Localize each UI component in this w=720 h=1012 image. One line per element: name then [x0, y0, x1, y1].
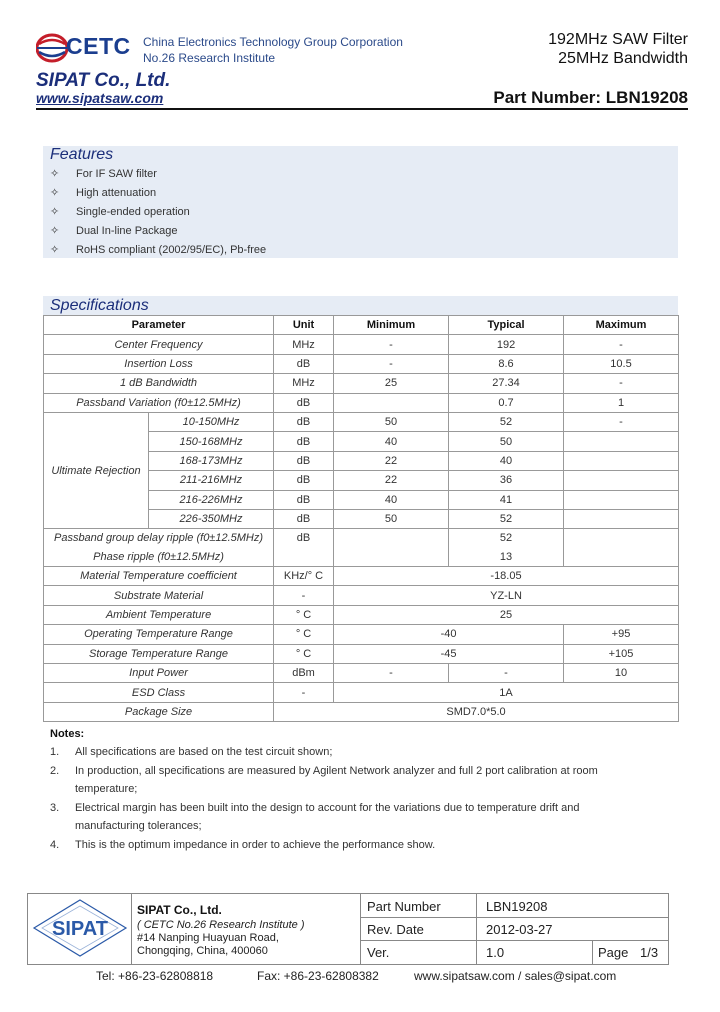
product-title: 192MHz SAW Filter — [548, 31, 688, 48]
table-row: 211-216MHz dB 22 36 — [44, 471, 679, 490]
product-subtitle: 25MHz Bandwidth — [558, 50, 688, 67]
note-1: 1. All specifications are based on the test circuit shown; — [50, 746, 333, 758]
footer-address-2: Chongqing, China, 400060 — [137, 945, 268, 957]
list-item: ✧ Single-ended operation — [50, 206, 190, 218]
table-row: 216-226MHz dB 40 41 — [44, 490, 679, 509]
table-row: 1 dB Bandwidth MHz 25 27.34 - — [44, 374, 679, 393]
table-row: Center Frequency MHz - 192 - — [44, 335, 679, 354]
page-value: 1/3 — [640, 945, 659, 960]
table-row: Package Size SMD7.0*5.0 — [44, 702, 679, 721]
table-row: Phase ripple (f0±12.5MHz) 13 — [44, 548, 679, 567]
table-row: Passband Variation (f0±12.5MHz) dB 0.7 1 — [44, 393, 679, 412]
list-item: ✧ High attenuation — [50, 187, 157, 199]
diamond-bullet-icon: ✧ — [50, 244, 60, 256]
features-title: Features — [50, 146, 114, 163]
notes-title: Notes: — [50, 728, 85, 740]
footer-divider — [360, 893, 361, 964]
note-4: 4. This is the optimum impedance in order to achieve the performance show. — [50, 839, 436, 851]
table-row: Passband group delay ripple (f0±12.5MHz) dB 52 — [44, 529, 679, 548]
table-row: 226-350MHz dB 50 52 — [44, 509, 679, 528]
table-row: Operating Temperature Range ° C -40 +95 — [44, 625, 679, 644]
header-divider — [36, 108, 688, 110]
footer-divider — [360, 917, 668, 918]
table-row: Substrate Material - YZ-LN — [44, 586, 679, 605]
table-header-row: Parameter Unit Minimum Typical Maximum — [44, 316, 679, 335]
corp-name: China Electronics Technology Group Corporation — [143, 35, 403, 49]
note-3: 3. Electrical margin has been built into the design to account for the variations due to temperature drift and — [50, 802, 580, 814]
specifications-title: Specifications — [50, 297, 149, 314]
contact-fax: Fax: +86-23-62808382 — [257, 969, 379, 983]
part-number-value: LBN19208 — [486, 899, 548, 914]
note-3-cont: manufacturing tolerances; — [75, 820, 202, 832]
table-row: Ultimate Rejection 10-150MHz dB 50 52 - — [44, 412, 679, 431]
specifications-table — [43, 315, 679, 722]
list-item: ✧ Dual In-line Package — [50, 225, 178, 237]
page-label: Page — [598, 945, 629, 960]
rejection-label: Ultimate Rejection — [44, 412, 149, 528]
rev-date-label: Rev. Date — [367, 922, 424, 937]
version-label: Ver. — [367, 945, 390, 960]
svg-text:SIPAT: SIPAT — [52, 918, 108, 940]
company-name: SIPAT Co., Ltd. — [36, 70, 171, 91]
table-row: Insertion Loss dB - 8.6 10.5 — [44, 354, 679, 373]
footer-divider — [592, 940, 593, 964]
institute-name: No.26 Research Institute — [143, 51, 276, 65]
features-list — [50, 167, 266, 262]
website-link[interactable]: www.sipatsaw.com — [36, 90, 164, 106]
footer-divider — [131, 893, 132, 964]
diamond-bullet-icon: ✧ — [50, 225, 60, 237]
footer-divider — [360, 940, 668, 941]
contact-web-email[interactable]: www.sipatsaw.com / sales@sipat.com — [414, 969, 617, 983]
cetc-logo-text: CETC — [66, 33, 131, 59]
note-2-cont: temperature; — [75, 783, 138, 795]
footer-institute: ( CETC No.26 Research Institute ) — [137, 919, 305, 931]
rev-date-value: 2012-03-27 — [486, 922, 553, 937]
list-item: ✧ RoHS compliant (2002/95/EC), Pb-free — [50, 244, 267, 256]
diamond-bullet-icon: ✧ — [50, 168, 60, 180]
table-row: ESD Class - 1A — [44, 683, 679, 702]
footer-company: SIPAT Co., Ltd. — [137, 903, 222, 917]
table-row: Storage Temperature Range ° C -45 +105 — [44, 644, 679, 663]
diamond-bullet-icon: ✧ — [50, 206, 60, 218]
version-value: 1.0 — [486, 945, 505, 960]
table-row: Material Temperature coefficient KHz/° C -18.05 — [44, 567, 679, 586]
table-row: Input Power dBm - - 10 — [44, 664, 679, 683]
list-item: ✧ For IF SAW filter — [50, 168, 157, 180]
table-row: 150-168MHz dB 40 50 — [44, 432, 679, 451]
footer-divider — [476, 893, 477, 964]
table-row: Ambient Temperature ° C 25 — [44, 605, 679, 624]
sipat-logo — [32, 898, 128, 958]
part-number-label: Part Number — [367, 899, 441, 914]
part-number: Part Number: LBN19208 — [493, 88, 688, 107]
note-2: 2. In production, all specifications are measured by Agilent Network analyzer and full 2 port calibration at room — [50, 765, 598, 777]
table-row: 168-173MHz dB 22 40 — [44, 451, 679, 470]
footer-address-1: #14 Nanping Huayuan Road, — [137, 932, 279, 944]
diamond-bullet-icon: ✧ — [50, 187, 60, 199]
contact-tel: Tel: +86-23-62808818 — [96, 969, 214, 983]
